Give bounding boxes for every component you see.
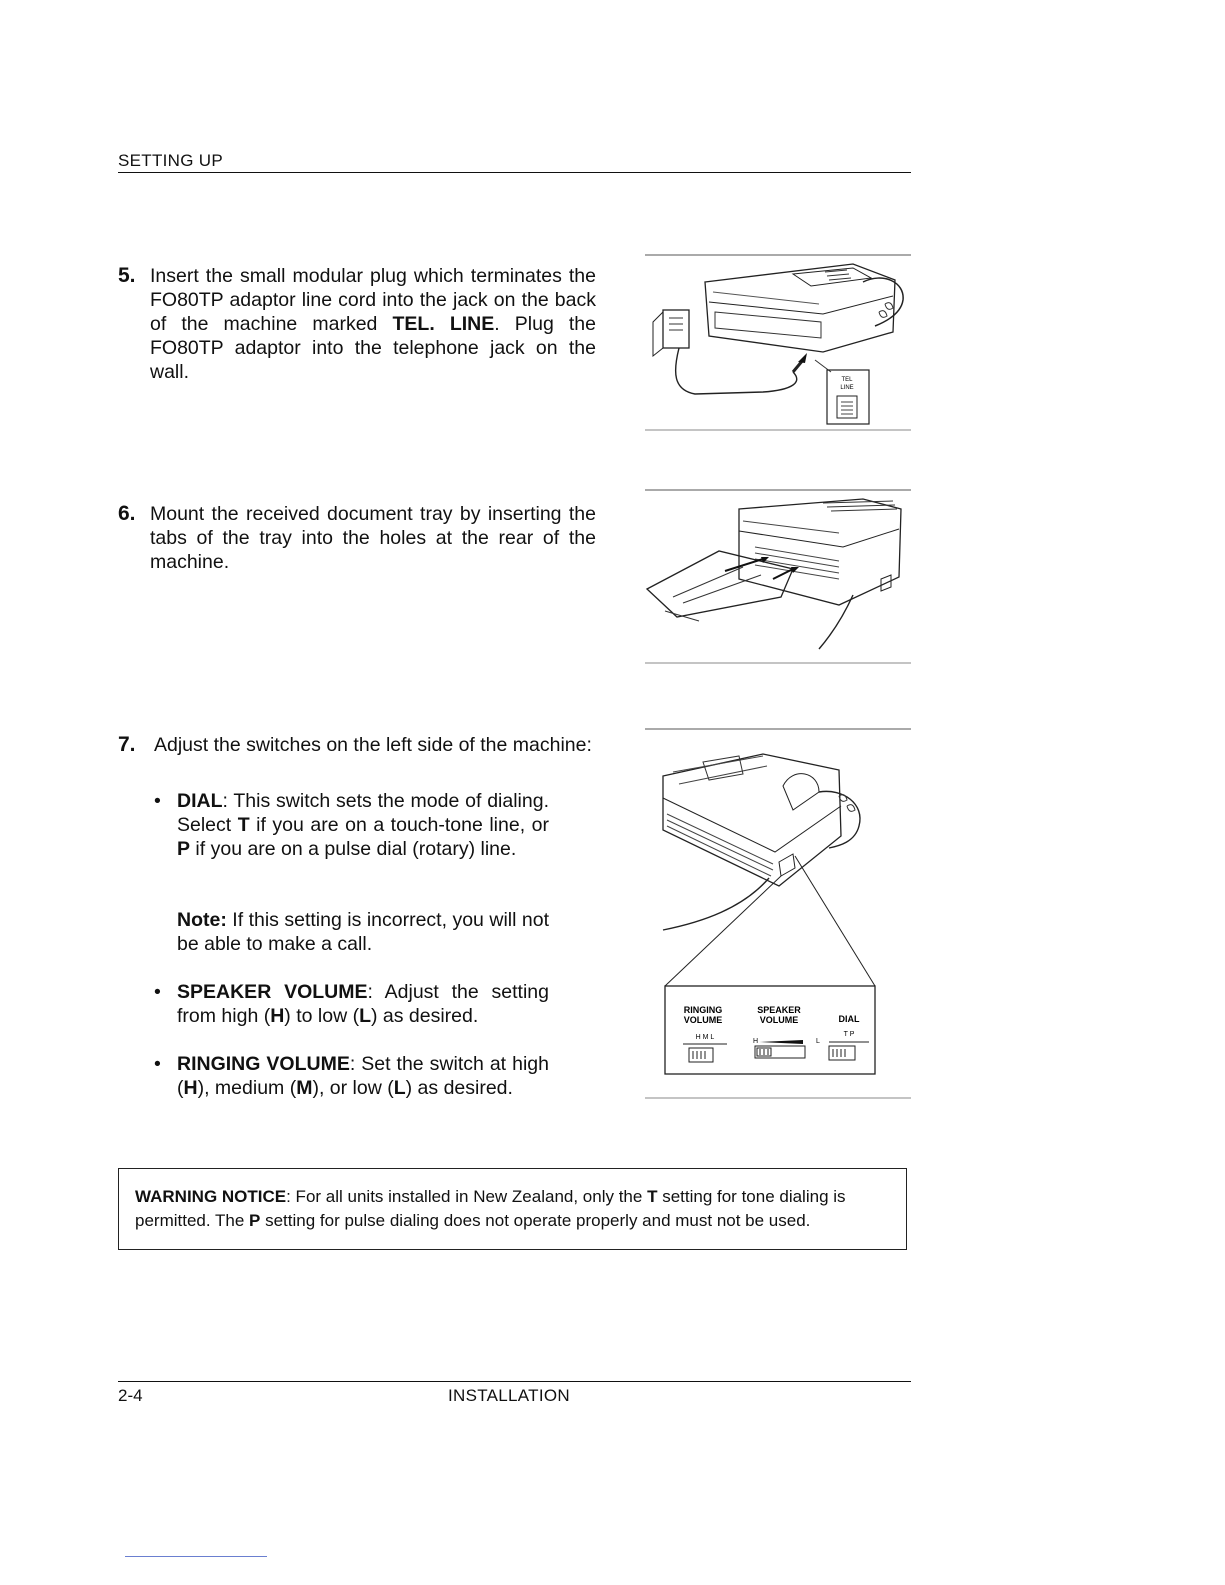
scan-edge-line	[125, 1556, 267, 1557]
header-rule	[118, 172, 911, 173]
bullet-ringing-volume: • RINGING VOLUME: Set the switch at high (H), medium (M), or low (L) as desired.	[154, 1053, 549, 1099]
step-7-text: Adjust the switches on the left side of the machine:	[154, 734, 592, 756]
label-ringing-scale: H M L	[695, 1034, 715, 1041]
bullet-dial: • DIAL: This switch sets the mode of dialing. Select T if you are on a touch-tone line, or P if you are on a pulse dial (rotary) line.	[154, 790, 549, 860]
chapter-title: INSTALLATION	[448, 1386, 570, 1405]
label-dial: DIAL	[838, 1014, 860, 1024]
figure-tel-line-connection	[643, 252, 913, 434]
warning-notice: WARNING NOTICE: For all units installed in New Zealand, only the T setting for tone dialing is permitted. The P setting for pulse dialing does not operate properly and must not be used.	[118, 1168, 907, 1250]
label-speaker-volume: VOLUME	[759, 1015, 799, 1025]
label-speaker-high: H	[753, 1038, 759, 1045]
step-7-number: 7.	[118, 733, 136, 756]
label-speaker-low: L	[816, 1038, 820, 1045]
step-5-number: 5.	[118, 264, 136, 287]
jack-label-line: LINE	[840, 385, 854, 391]
page-number: 2-4	[118, 1386, 143, 1405]
footer-rule	[118, 1381, 911, 1382]
figure-document-tray	[643, 487, 913, 667]
step-6-text: Mount the received document tray by inserting the tabs of the tray into the holes at the rear of the machine.	[150, 503, 596, 573]
section-header: SETTING UP	[118, 151, 224, 170]
step-5-text: Insert the small modular plug which terminates the FO80TP adaptor line cord into the jack on the back of the machine marked TEL. LINE. Plug the FO80TP adaptor into the telephone jack on the wall.	[150, 265, 596, 383]
label-ringing: RINGING	[683, 1005, 723, 1015]
label-ringing-volume: VOLUME	[683, 1015, 723, 1025]
figure-side-switches	[643, 726, 913, 1102]
label-speaker: SPEAKER	[757, 1005, 801, 1015]
label-dial-scale: T P	[843, 1031, 855, 1038]
bullet-speaker-volume: • SPEAKER VOLUME: Adjust the setting from high (H) to low (L) as desired.	[154, 981, 549, 1027]
note-dial: Note: If this setting is incorrect, you will not be able to make a call.	[177, 909, 549, 955]
step-6-number: 6.	[118, 502, 136, 525]
jack-label-tel: TEL	[841, 377, 853, 383]
